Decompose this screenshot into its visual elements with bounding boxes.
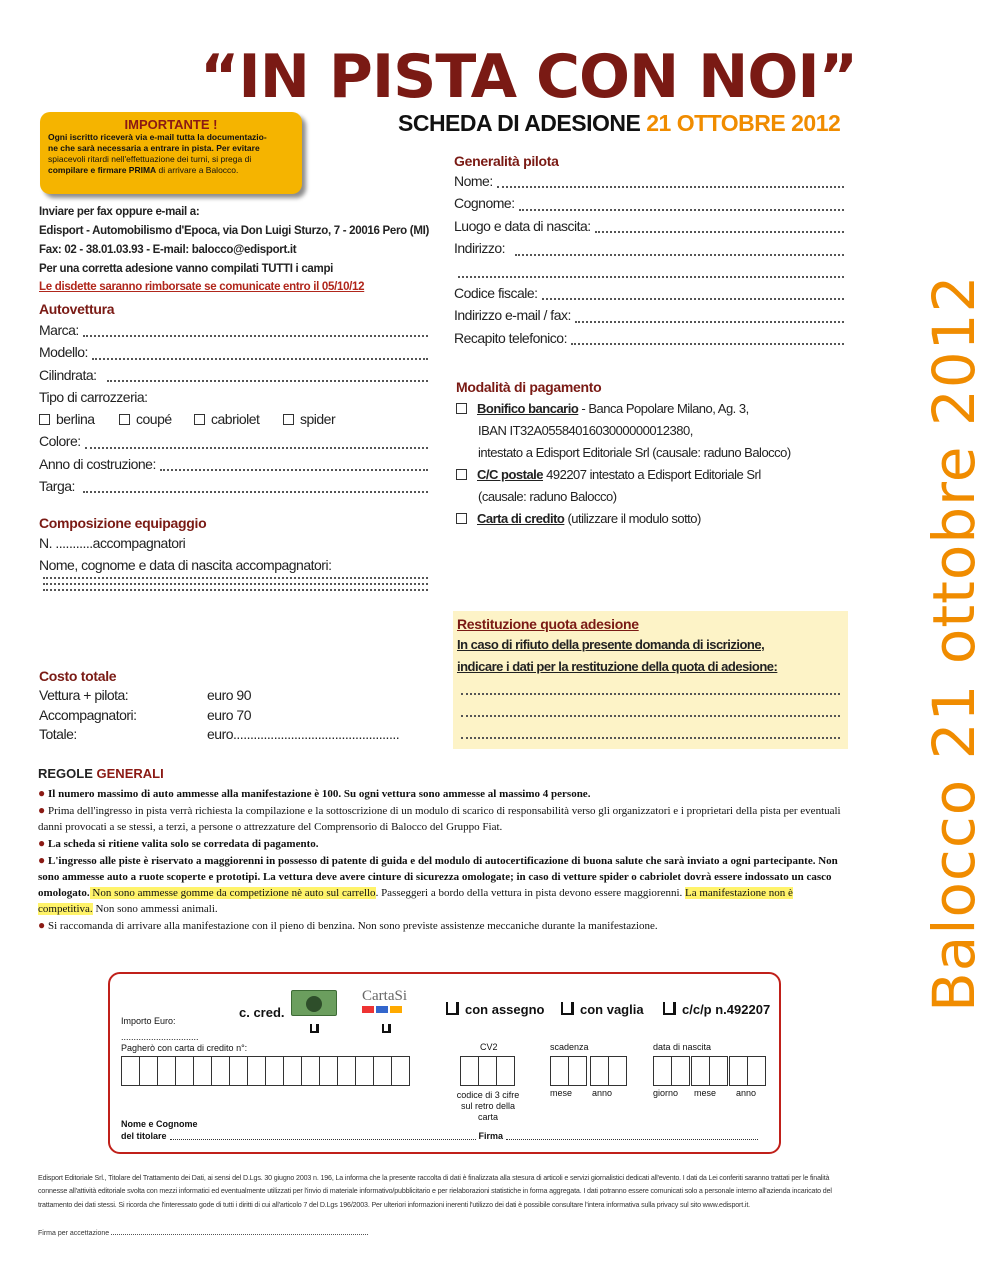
- bonifico-label: Bonifico bancario: [477, 401, 579, 416]
- pilot-field[interactable]: [454, 260, 848, 282]
- checkbox[interactable]: [663, 1002, 676, 1015]
- card-number-label: Pagherò con carta di credito n°:: [121, 1043, 248, 1053]
- cv2-input[interactable]: [460, 1056, 514, 1086]
- subtitle-black: SCHEDA DI ADESIONE: [398, 110, 641, 136]
- payment-cc-postale[interactable]: [456, 464, 856, 486]
- rule-text: Non sono ammessi animali.: [92, 903, 218, 915]
- car-title: Autovettura: [39, 301, 115, 317]
- pilot-section: [454, 152, 848, 349]
- cv2-note-line: codice di 3 cifre: [456, 1090, 520, 1100]
- holder-label: del titolare: [121, 1131, 167, 1141]
- label: Anno di costruzione:: [39, 455, 156, 472]
- cost-title: Costo totale: [39, 668, 117, 684]
- field-cilindrata[interactable]: [39, 364, 432, 386]
- bullet-icon: ●: [38, 853, 46, 867]
- send-line: Inviare per fax oppure e-mail a:: [39, 206, 200, 218]
- refund-field[interactable]: [457, 721, 844, 743]
- mese-label: mese: [550, 1088, 573, 1098]
- holder-name[interactable]: [121, 1118, 761, 1142]
- importo-input[interactable]: ...............................: [121, 1032, 199, 1042]
- intestato: intestato a Edisport Editoriale Srl (causale: raduno Balocco): [478, 445, 791, 460]
- pilot-field[interactable]: [454, 237, 848, 259]
- field-marca[interactable]: [39, 319, 432, 341]
- refund-title: Restituzione quota adesione: [457, 616, 639, 632]
- label: Targa:: [39, 478, 75, 495]
- cost-row: [39, 725, 432, 745]
- cost-row: [39, 706, 432, 726]
- pilot-title: Generalità pilota: [454, 153, 559, 169]
- option-spider[interactable]: [283, 408, 335, 430]
- rule-text: L'ingresso alle piste è riservato a maggiorenni in possesso di patente di guida e del modulo di autocertificazione di buona salute che sarà inviato a ogni partecipante. Non sono ammesse auto a ruote scoperte e prototipi. La vettura deve avere cinture di sicurezza omologate; in caso di vetture spider o cabriolet dovrà essere indossato un casco omologato.: [38, 855, 838, 899]
- pilot-field[interactable]: [454, 192, 848, 214]
- privacy-notice: Edisport Editoriale Srl., Titolare del Trattamento dei Dati, ai sensi del D.Lgs. 30 giugno 2003 n. 196, La informa che la presente raccolta di dati è finalizzata alla stesura di articoli e servizi giornalistici dedicati all'evento. I dati da Lei conferiti saranno trattati per le finalità connesse all'attività editoriale svolta con mezzi informatici ed eventualmente utilizzati per l'invio di materiale informativo/pubblicitario e per rielaborazioni statistiche in forma aggregata. I dati potranno essere comunicati solo a personale interno all'azienda incaricato del trattamento dei dati stessi. Si ricorda che l'interessato gode di tutti i diritti di cui all'articolo 7 del D.Lgs 196/2003. Per ulteriori informazioni inerenti l'utilizzo dei dati è possibile consultare l'intera informativa sulla privacy sul sito www.edisport.it.: [38, 1174, 832, 1209]
- subtitle: [398, 110, 840, 137]
- page-title: “IN PISTA CON NOI”: [200, 42, 858, 112]
- field-targa[interactable]: [39, 475, 432, 497]
- rule-item: [38, 852, 846, 917]
- cc-causale: (causale: raduno Balocco): [478, 489, 617, 504]
- payment-title: Modalità di pagamento: [456, 379, 602, 395]
- cost-label: Vettura + pilota:: [39, 687, 129, 703]
- rule-text: Il numero massimo di auto ammesse alla manifestazione è 100. Su ogni vettura sono ammesse al massimo 4 persone.: [48, 788, 591, 800]
- cv2-note-line: sul retro della carta: [460, 1101, 516, 1122]
- crew-names-label: Nome, cognome e data di nascita accompagnatori:: [39, 557, 332, 574]
- cartasi-logo-icon: [362, 988, 412, 1018]
- pilot-field[interactable]: [454, 282, 848, 304]
- giorno-label: giorno: [653, 1088, 679, 1098]
- checkbox[interactable]: [446, 1002, 459, 1015]
- label: Nome:: [454, 173, 493, 189]
- crew-section: [39, 514, 432, 595]
- important-emph: compilare e firmare PRIMA: [48, 165, 157, 175]
- rule-text: Si raccomanda di arrivare alla manifestazione con il pieno di benzina. Non sono previste assistenze meccaniche durante la manifestazione.: [48, 920, 658, 932]
- crew-title: Composizione equipaggio: [39, 515, 207, 531]
- payment-carta[interactable]: [456, 508, 856, 530]
- body-type-options: [39, 408, 432, 430]
- carta-rest: (utilizzare il modulo sotto): [564, 511, 701, 526]
- crew-line[interactable]: [39, 589, 432, 595]
- pilot-field[interactable]: [454, 304, 848, 326]
- label: Indirizzo e-mail / fax:: [454, 307, 571, 324]
- cost-section: [39, 667, 432, 745]
- refund-deadline: Le disdette saranno rimborsate se comunicate entro il 05/10/12: [39, 281, 365, 293]
- option-ccp[interactable]: [663, 1002, 770, 1017]
- vertical-event-text: Balocco 21 ottobre 2012: [920, 274, 988, 1012]
- acceptance-label: Firma per accettazione: [38, 1230, 110, 1237]
- label: Luogo e data di nascita:: [454, 217, 591, 234]
- label: Marca:: [39, 322, 79, 338]
- holder-line: [121, 1130, 761, 1142]
- vaglia-label: con vaglia: [580, 1002, 644, 1017]
- important-title: IMPORTANTE !: [124, 117, 218, 132]
- scadenza-label: scadenza: [550, 1042, 589, 1052]
- card-number-input[interactable]: [121, 1056, 409, 1086]
- label: Cilindrata:: [39, 366, 97, 383]
- rule-item: [38, 802, 846, 835]
- cartasi-wordmark: CartaSi: [362, 988, 407, 1004]
- field-colore[interactable]: [39, 430, 432, 452]
- label: Recapito telefonico:: [454, 329, 567, 346]
- important-box: [40, 112, 302, 194]
- option-label: berlina: [56, 411, 95, 428]
- importo-label: Importo Euro:: [121, 1016, 176, 1026]
- pilot-field[interactable]: [454, 215, 848, 237]
- rule-text: . Passeggeri a bordo della vettura in pista devono essere maggiorenni.: [375, 887, 686, 899]
- ccred-label: c. cred.: [239, 1005, 285, 1020]
- label: Indirizzo:: [454, 240, 506, 257]
- checkbox[interactable]: [283, 414, 294, 425]
- payment-section: [456, 378, 856, 530]
- important-rest: di arrivare a Balocco.: [156, 165, 239, 175]
- option-berlina[interactable]: [39, 408, 119, 430]
- rule-highlight: La manifestazione non è competitiva.: [38, 887, 793, 915]
- cost-row: [39, 686, 432, 706]
- label: Codice fiscale:: [454, 285, 538, 302]
- send-address: Edisport - Automobilismo d'Epoca, via Don Luigi Sturzo, 7 - 20016 Pero (MI): [39, 225, 430, 237]
- pilot-field[interactable]: [454, 327, 848, 349]
- send-contacts: Fax: 02 - 38.01.03.93 - E-mail: balocco@edisport.it: [39, 244, 297, 256]
- credit-card-form: [108, 972, 781, 1154]
- payment-bonifico[interactable]: [456, 398, 856, 420]
- checkbox[interactable]: [561, 1002, 574, 1015]
- cc-rest: 492207 intestato a Edisport Editoriale Srl: [543, 467, 761, 482]
- rule-item: [38, 785, 846, 802]
- rule-item: [38, 917, 846, 934]
- send-note: Per una corretta adesione vanno compilati TUTTI i campi: [39, 263, 334, 275]
- cost-total[interactable]: euro.................................................: [207, 726, 400, 742]
- body-type-label: Tipo di carrozzeria:: [39, 388, 148, 405]
- important-line: [48, 165, 294, 176]
- option-label: spider: [300, 411, 336, 428]
- important-line: Ogni iscritto riceverà via e-mail tutta la documentazio-: [48, 132, 267, 142]
- holder-label: Nome e Cognome: [121, 1119, 198, 1129]
- field-modello[interactable]: [39, 341, 432, 363]
- card-logo-icon: [291, 990, 337, 1016]
- checkbox[interactable]: [39, 414, 50, 425]
- pilot-field[interactable]: [454, 170, 848, 192]
- refund-line: indicare i dati per la restituzione della quota di adesione:: [457, 658, 778, 674]
- cost-label: Accompagnatori:: [39, 706, 137, 723]
- scadenza-input[interactable]: [550, 1056, 626, 1086]
- option-label: cabriolet: [211, 411, 260, 428]
- signature-label: Firma: [478, 1131, 504, 1141]
- checkbox[interactable]: [119, 414, 130, 425]
- checkbox[interactable]: [456, 469, 467, 480]
- ccp-label: c/c/p n.492207: [682, 1002, 771, 1017]
- acceptance-signature[interactable]: [38, 1230, 368, 1237]
- rule-item: [38, 835, 846, 852]
- option-label: coupé: [136, 411, 172, 428]
- checkbox[interactable]: [194, 414, 205, 425]
- rules-title-black: REGOLE: [38, 766, 93, 781]
- rule-text: Prima dell'ingresso in pista verrà richiesta la compilazione e la sottoscrizione di un modulo di scarico di responsabilità verso gli organizzatori e i proprietari della pista per eventuali danni provocati a se stessi, a terzi, a persone o attrezzature del Comprensorio di Balocco del Gruppo Fiat.: [38, 805, 841, 833]
- important-line: ne che sarà necessaria a entrare in pista. Per evitare: [48, 143, 260, 153]
- car-section: [39, 299, 432, 497]
- mese-label: mese: [694, 1088, 717, 1098]
- rules-title-red: GENERALI: [92, 766, 164, 781]
- anno-label: anno: [592, 1088, 613, 1098]
- refund-box: [453, 611, 848, 749]
- assegno-label: con assegno: [465, 1002, 545, 1017]
- bullet-icon: ●: [38, 836, 46, 850]
- refund-field[interactable]: [457, 677, 844, 699]
- refund-line: In caso di rifiuto della presente domanda di iscrizione,: [457, 637, 765, 652]
- label: Colore:: [39, 433, 81, 450]
- refund-field[interactable]: [457, 699, 844, 721]
- checkbox-ccred[interactable]: [310, 1024, 325, 1034]
- checkbox-cartasi[interactable]: [382, 1024, 397, 1034]
- option-assegno[interactable]: [446, 1002, 544, 1017]
- field-anno[interactable]: [39, 453, 432, 475]
- birthdate-label: data di nascita: [653, 1042, 712, 1052]
- label: Modello:: [39, 344, 88, 361]
- anno-label: anno: [736, 1088, 757, 1098]
- bullet-icon: ●: [38, 918, 46, 932]
- rules-title: [38, 766, 164, 781]
- cc-label: C/C postale: [477, 467, 544, 482]
- rules-list: [38, 785, 846, 934]
- important-line: spiacevoli ritardi nell'effettuazione dei turni, si prega di: [48, 154, 252, 164]
- option-vaglia[interactable]: [561, 1002, 644, 1017]
- crew-count[interactable]: N. ...........accompagnatori: [39, 535, 186, 551]
- bullet-icon: ●: [38, 786, 46, 800]
- option-coupe[interactable]: [119, 408, 194, 430]
- iban: IBAN IT32A0558401603000000012380,: [478, 423, 693, 438]
- cv2-label: CV2: [480, 1042, 498, 1052]
- option-cabriolet[interactable]: [194, 408, 283, 430]
- cost-value: euro 70: [207, 706, 251, 723]
- cost-value: euro 90: [207, 687, 251, 703]
- rule-text: La scheda si ritiene valita solo se corredata di pagamento.: [48, 838, 319, 850]
- checkbox[interactable]: [456, 513, 467, 524]
- label: Cognome:: [454, 195, 515, 212]
- send-info: [39, 203, 429, 295]
- rule-highlight: Non sono ammesse gomme da competizione nè auto sul carrello: [89, 887, 376, 899]
- birthdate-input[interactable]: [653, 1056, 765, 1086]
- bonifico-bank: - Banca Popolare Milano, Ag. 3,: [578, 401, 749, 416]
- subtitle-orange: 21 OTTOBRE 2012: [646, 110, 841, 136]
- bullet-icon: ●: [38, 803, 46, 817]
- cost-label: Totale:: [39, 726, 77, 742]
- carta-label: Carta di credito: [477, 511, 565, 526]
- checkbox[interactable]: [456, 403, 467, 414]
